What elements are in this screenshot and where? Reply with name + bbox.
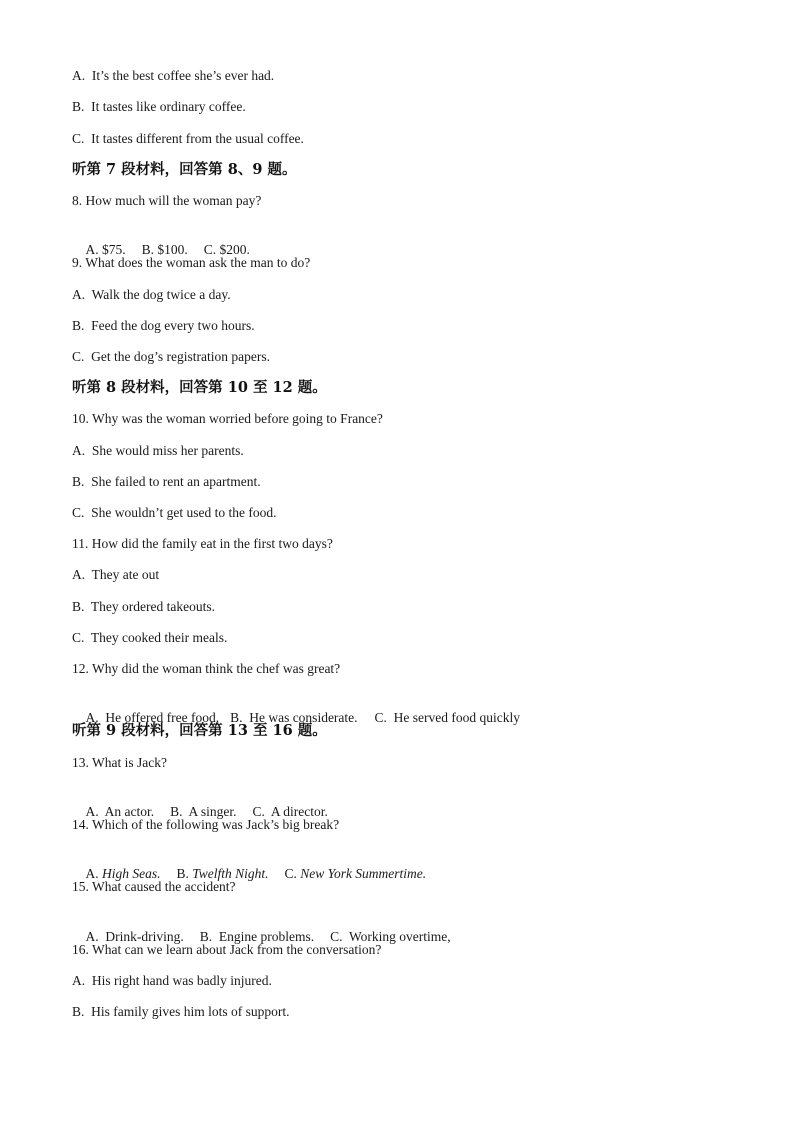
option-q11-a: A. They ate out xyxy=(72,567,160,582)
option-q10-c: C. She wouldn’t get used to the food. xyxy=(72,505,277,520)
option-q15-b: B. Engine problems. xyxy=(199,929,315,944)
option-q11-c: C. They cooked their meals. xyxy=(72,630,228,645)
option-q14-c-title: New York Summertime. xyxy=(300,866,427,881)
option-q12-c: C. He served food quickly xyxy=(374,710,521,725)
option-q15-a: A. Drink-driving. xyxy=(85,929,184,944)
option-q13-c: C. A director. xyxy=(252,804,328,819)
option-q8-a: A. $75. xyxy=(85,242,126,257)
option-q8-b: B. $100. xyxy=(141,242,188,257)
question-8: 8. How much will the woman pay? xyxy=(72,193,262,208)
option-q8-c: C. $200. xyxy=(203,242,250,257)
question-14: 14. Which of the following was Jack’s big break? xyxy=(72,817,340,832)
option-q10-a: A. She would miss her parents. xyxy=(72,443,244,458)
question-9: 9. What does the woman ask the man to do? xyxy=(72,255,311,270)
option-q7-c: C. It tastes different from the usual coffee. xyxy=(72,131,304,146)
option-q12-a: A. He offered free food. xyxy=(85,710,220,725)
option-q7-b: B. It tastes like ordinary coffee. xyxy=(72,99,246,114)
question-15: 15. What caused the accident? xyxy=(72,879,236,894)
option-q14-c-label: C. xyxy=(284,866,297,881)
option-q16-b: B. His family gives him lots of support. xyxy=(72,1004,290,1019)
section-heading-8: 听第 8 段材料，回答第 10 至 12 题。 xyxy=(72,379,327,396)
option-q15-c: C. Working overtime, xyxy=(330,929,451,944)
option-q7-a: A. It’s the best coffee she’s ever had. xyxy=(72,68,275,83)
option-q14-b-label: B. xyxy=(176,866,189,881)
question-12: 12. Why did the woman think the chef was great? xyxy=(72,661,341,676)
option-q13-a: A. An actor. xyxy=(85,804,155,819)
section-heading-7: 听第 7 段材料，回答第 8、9 题。 xyxy=(72,161,297,178)
option-q9-c: C. Get the dog’s registration papers. xyxy=(72,349,270,364)
option-q11-b: B. They ordered takeouts. xyxy=(72,599,215,614)
question-11: 11. How did the family eat in the first two days? xyxy=(72,536,333,551)
option-q16-a: A. His right hand was badly injured. xyxy=(72,973,272,988)
option-q14-a-label: A. xyxy=(85,866,99,881)
option-q10-b: B. She failed to rent an apartment. xyxy=(72,474,261,489)
option-q13-b: B. A singer. xyxy=(170,804,237,819)
option-q14-a-title: High Seas. xyxy=(102,866,161,881)
section-heading-9: 听第 9 段材料，回答第 13 至 16 题。 xyxy=(72,722,327,739)
option-q12-b: B. He was considerate. xyxy=(230,710,358,725)
option-q9-b: B. Feed the dog every two hours. xyxy=(72,318,255,333)
option-q14-b-title: Twelfth Night. xyxy=(192,866,269,881)
question-16: 16. What can we learn about Jack from the conversation? xyxy=(72,942,382,957)
question-13: 13. What is Jack? xyxy=(72,755,167,770)
question-10: 10. Why was the woman worried before going to France? xyxy=(72,411,383,426)
option-q9-a: A. Walk the dog twice a day. xyxy=(72,287,231,302)
